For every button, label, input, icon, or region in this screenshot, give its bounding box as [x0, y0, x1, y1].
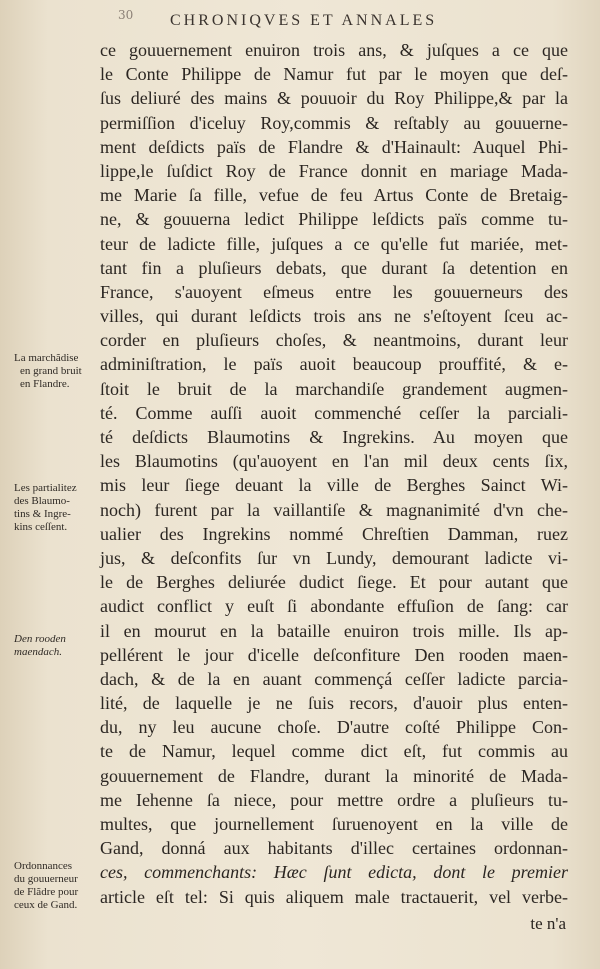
- margin-note-2: Les partialitez des Blaumo- tins & Ingre- kins ceſſent.: [14, 482, 77, 533]
- text-line: noch) furent par la vaillantiſe & magnanimité d'vn che-: [100, 499, 568, 520]
- text-line: me Iehenne ſa niece, pour mettre ordre a pluſieurs tu-: [100, 789, 568, 810]
- text-line: lité, de laquelle je ne ſuis recors, d'auoir plus enten-: [100, 693, 568, 714]
- text-line: gouuernement de Flandre, durant la minorité de Mada-: [100, 765, 568, 786]
- text-line: le Conte Philippe de Namur fut par le moyen que deſ-: [100, 64, 568, 85]
- text-line: té. Comme auſſi auoit commenché ceſſer la parciali-: [100, 402, 568, 423]
- body-text: [100, 38, 568, 909]
- text-line: te de Namur, lequel comme dict eſt, fut commis au: [100, 741, 568, 762]
- text-line: mis leur ſiege deuant la ville de Berghes Sainct Wi-: [100, 475, 568, 496]
- text-line: ſtoit le bruit de la marchandiſe grandement augmen-: [100, 378, 568, 399]
- text-line: lippe,le ſuſdict Roy de France donnit en mariage Mada-: [100, 160, 568, 181]
- folio-marks: 30: [118, 8, 134, 22]
- text-line: dach, & de la en auant commençá ceſſer ladicte parcia-: [100, 668, 568, 689]
- text-line: Gand, donná aux habitants d'illec certaines ordonnan-: [100, 838, 568, 859]
- text-line: ces, commenchants: Hæc ſunt edicta, dont le premier: [100, 862, 568, 883]
- text-line: pellérent le jour d'icelle deſconfiture Den rooden maen-: [100, 644, 568, 665]
- text-line: article eſt tel: Si quis aliquem male tractauerit, vel verbe-: [100, 886, 568, 907]
- text-line: teur de ladicte fille, juſques a ce qu'elle fut mariée, met-: [100, 233, 568, 254]
- text-line: il en mourut en la bataille enuiron trois mille. Ils ap-: [100, 620, 568, 641]
- text-line: adminiſtration, le païs auoit beaucoup prouffité, & e-: [100, 354, 568, 375]
- text-line: ualier des Ingrekins nommé Chreſtien Damman, ruez: [100, 523, 568, 544]
- text-line: ment deſdicts païs de Flandre & d'Hainault: Auquel Phi-: [100, 136, 568, 157]
- text-line: du, ny leu aucune choſe. D'autre coſté Philippe Con-: [100, 717, 568, 738]
- text-line: ne, & gouuerna ledict Philippe leſdicts païs comme tu-: [100, 209, 568, 230]
- text-line: té deſdicts Blaumotins & Ingrekins. Au moyen que: [100, 427, 568, 447]
- margin-note-4: Ordonnances du gouuerneur de Flãdre pour ceux de Gand.: [14, 860, 79, 911]
- text-line: audict conflict y euſt ſi abondante effuſion de ſang: car: [100, 596, 568, 617]
- text-line: corder en pluſieurs choſes, & neantmoins, durant leur: [100, 330, 568, 351]
- margin-note-1: La marchãdise en grand bruit en Flandre.: [14, 352, 82, 390]
- text-line: France, s'auoyent eſmeus entre les gouuerneurs des: [100, 281, 568, 302]
- text-line: permiſſion d'iceluy Roy,commis & reſtably au gouuerne-: [100, 112, 568, 133]
- text-line: tant fin a pluſieurs debats, que durant ſa detention en: [100, 257, 568, 278]
- text-line: jus, & deſconfits ſur vn Lundy, demourant ladicte vi-: [100, 547, 568, 568]
- text-line: les Blaumotins (qu'auoyent en l'an mil deux cents ſix,: [100, 451, 568, 472]
- margin-note-3: Den rooden maendach.: [14, 633, 66, 658]
- text-line: me Marie ſa fille, vefue de feu Artus Conte de Bretaig-: [100, 185, 568, 206]
- text-line: le de Berghes deliurée dudict ſiege. Et pour autant que: [100, 572, 568, 593]
- running-head: CHRONIQVES ET ANNALES: [170, 12, 438, 29]
- catchword: te n'a: [530, 914, 566, 933]
- text-line: multes, que journellement ſuruenoyent en la ville de: [100, 814, 568, 834]
- text-line: villes, qui durant leſdicts trois ans ne s'eſtoyent ſceu ac-: [100, 306, 568, 327]
- text-line: ſus deliuré des mains & pouuoir du Roy Philippe,& par la: [100, 88, 568, 109]
- text-line: ce gouuernement enuiron trois ans, & juſques a ce que: [100, 40, 568, 60]
